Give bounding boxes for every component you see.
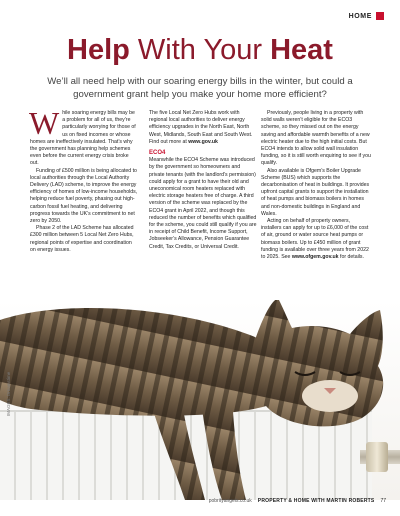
section-marker: [376, 12, 384, 20]
footer-magazine: PROPERTY & HOME WITH MARTIN ROBERTS: [257, 498, 375, 504]
page-footer: [0, 496, 400, 506]
col1-paragraph-1: [29, 105, 138, 168]
col1-paragraph-3: Phase 2 of the LAD Scheme has allocated £300 million between 5 Local Net Zero Hubs, regional points of expertise and coordination on energy issues.: [30, 225, 134, 253]
col1-p1-text: hile soaring energy bills may be a problem for all of us, they’re particularly worrying for those of us on fixed incomes or whose homes are ineffectively insulated. That’s why the government has planning help schemes even before the current energy crisis broke out.: [30, 110, 136, 167]
col2-paragraph-1: [149, 110, 257, 146]
col3-paragraph-2: Also available is Ofgem’s Boiler Upgrade Scheme (BUS) which supports the decarbonisation of heat in buildings. It provides upfront capital grants to support the installation of heat pumps and biomass boilers in homes and non-domestic buildings in England and Wales.: [261, 167, 370, 217]
title-word-heat: Heat: [270, 34, 333, 66]
title-word-help: Help: [67, 34, 130, 66]
col3-p3-end: for details.: [338, 254, 364, 261]
col1-paragraph-2: Funding of £500 million is being allocated to local authorities through the Local Authority Delivery (LAD) scheme, to improve the energy efficiency of homes of low-income households, helping reduce fuel poverty, phasing out high-carbon fossil fuel heating, and delivering progress towards the UK’s commitment to net zero by 2050.: [30, 167, 138, 225]
col2-paragraph-2: Meanwhile the ECO4 Scheme was introduced by the government so homeowners and private tenants (with the landlord’s permission) could apply for a grant to have their old and uneconomical room heaters replaced with electric storage heaters free of charge. A third version of the scheme was replaced by the ECO4 grant in April 2022, and though this reduced the number of benefits which qualified for the scheme, you could still qualify if you are in receipt of Child Benefit, Income Support, Jobseeker’s Allowance, Pension Guarantee Credit, Tax Credits, or Universal Credit.: [149, 157, 257, 250]
article-column-1: [29, 105, 138, 254]
photo-credit: IMAGES: Dreamstime: [6, 371, 11, 416]
section-label: HOME: [348, 12, 372, 20]
standfirst: We’ll all need help with our soaring energy bills in the winter, but could a government grant help you make your home more efficient?: [47, 76, 353, 100]
col2-p1-text: The five Local Net Zero Hubs work with regional local authorities to deliver energy efficiency upgrades in the North East, North West, Midlands, South East and South West. Find out more at: [149, 110, 253, 145]
article-column-2: [149, 110, 257, 251]
article-column-3: [261, 110, 371, 261]
cat-back-leg: [150, 400, 205, 500]
col3-paragraph-1: Previously, people living in a property with solid walls weren’t eligible for the ECO3 scheme, so they missed out on the energy saving and affordable warmth benefits of a new electric heater due to the high initial costs. But ECO4 intends to allow solid wall insulation funding, so it is still worth enquiring to see if you qualify.: [261, 110, 371, 167]
col3-p3-text: Acting on behalf of property owners, installers can apply for up to £6,000 of the cost of air, ground or water source heat pumps or biomass boilers. Up to £450 million of grant funding is available over three years from 2022 to 2025. See: [261, 218, 369, 261]
title-word-with-your: With Your: [129, 34, 271, 66]
footer-site: pobrityangels.co.uk: [208, 498, 252, 504]
gov-link[interactable]: www.gov.uk: [188, 138, 218, 145]
subhead-eco4: ECO4: [149, 150, 166, 157]
col3-paragraph-3: [261, 218, 371, 261]
page-number: 77: [380, 498, 386, 504]
section-tag: [0, 10, 384, 22]
cat-body: [0, 308, 290, 416]
cat-muzzle: [302, 380, 358, 412]
cat-on-radiator-photo: [0, 300, 400, 500]
ofgem-link[interactable]: www.ofgem.gov.uk: [291, 254, 339, 261]
drop-cap: W: [29, 105, 60, 141]
cat-illustration: [0, 300, 400, 500]
page-title: [0, 33, 400, 67]
